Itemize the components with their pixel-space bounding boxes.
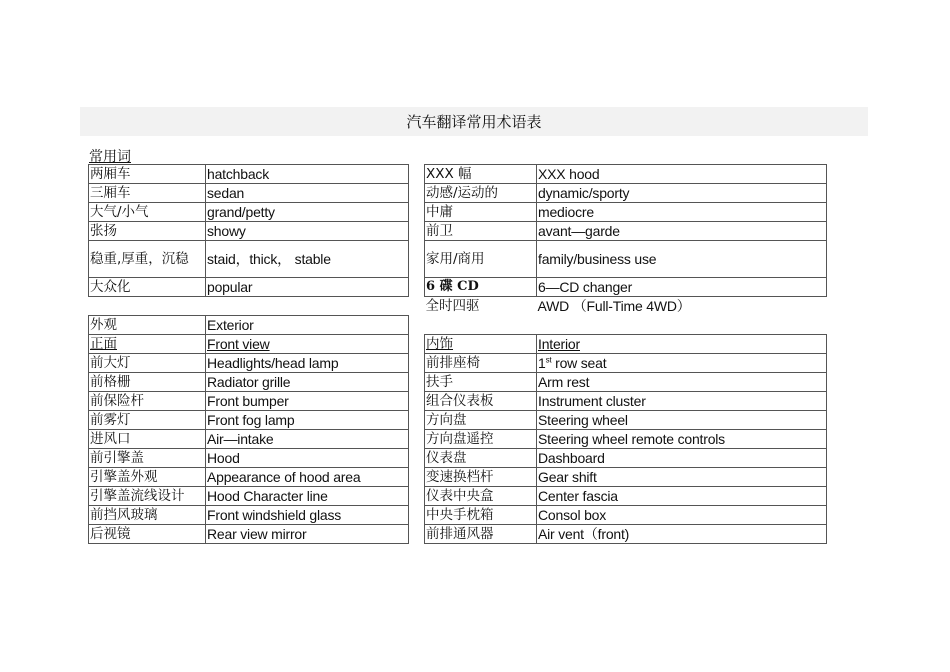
- term-zh: 后视镜: [89, 525, 206, 544]
- term-en: Appearance of hood area: [206, 468, 409, 487]
- table-row: [89, 411, 409, 430]
- table-row: [425, 392, 827, 411]
- term-zh: 仪表中央盒: [425, 487, 537, 506]
- table-row: [425, 203, 827, 222]
- table-row: [425, 525, 827, 544]
- term-zh: 引擎盖流线设计: [89, 487, 206, 506]
- term-en: Front bumper: [206, 392, 409, 411]
- table-row: [425, 373, 827, 392]
- term-zh: 中央手枕箱: [425, 506, 537, 525]
- term-zh: 引擎盖外观: [89, 468, 206, 487]
- term-en: Center fascia: [537, 487, 827, 506]
- table-row: [89, 487, 409, 506]
- common-words-table-right: [424, 164, 827, 315]
- table-row: [89, 525, 409, 544]
- table-row: [425, 468, 827, 487]
- term-zh: 进风口: [89, 430, 206, 449]
- common-words-table-left: [88, 164, 409, 297]
- table-row: [425, 165, 827, 184]
- term-zh: 前卫: [425, 222, 537, 241]
- term-zh: 仪表盘: [425, 449, 537, 468]
- term-en: showy: [206, 222, 409, 241]
- term-en: sedan: [206, 184, 409, 203]
- term-en: mediocre: [537, 203, 827, 222]
- table-row: [89, 430, 409, 449]
- table-row: [425, 487, 827, 506]
- table-row: [89, 184, 409, 203]
- term-zh: 扶手: [425, 373, 537, 392]
- term-en: Front windshield glass: [206, 506, 409, 525]
- table-row: [89, 222, 409, 241]
- term-en: family/business use: [537, 241, 827, 278]
- table-row: [89, 373, 409, 392]
- term-zh: 方向盘遥控: [425, 430, 537, 449]
- table-row: [425, 241, 827, 278]
- term-zh: 正面: [89, 335, 206, 354]
- term-en: Instrument cluster: [537, 392, 827, 411]
- term-en: Headlights/head lamp: [206, 354, 409, 373]
- interior-table: [424, 334, 827, 544]
- table-row: [425, 297, 827, 316]
- table-row: [89, 335, 409, 354]
- term-zh: 大众化: [89, 278, 206, 297]
- section-heading-common-words: 常用词: [89, 149, 131, 165]
- term-en: XXX hood: [537, 165, 827, 184]
- row-number: 1: [538, 355, 546, 371]
- term-zh: 前排座椅: [425, 354, 537, 373]
- term-en: popular: [206, 278, 409, 297]
- exterior-heading-en: Exterior: [206, 316, 409, 335]
- table-row: [89, 278, 409, 297]
- table-row: [89, 203, 409, 222]
- term-en: dynamic/sporty: [537, 184, 827, 203]
- table-header-row: [425, 335, 827, 354]
- term-zh: 三厢车: [89, 184, 206, 203]
- term-en: Hood Character line: [206, 487, 409, 506]
- term-en: Gear shift: [537, 468, 827, 487]
- term-en: Hood: [206, 449, 409, 468]
- term-zh: 方向盘: [425, 411, 537, 430]
- term-zh: 大气/小气: [89, 203, 206, 222]
- term-zh: 前保险杆: [89, 392, 206, 411]
- term-en: avant—garde: [537, 222, 827, 241]
- term-en: Air vent（front): [537, 525, 827, 544]
- term-en: Steering wheel: [537, 411, 827, 430]
- term-zh: 家用/商用: [425, 241, 537, 278]
- term-zh: 前格栅: [89, 373, 206, 392]
- term-en: Arm rest: [537, 373, 827, 392]
- term-zh: 全时四驱: [425, 298, 480, 314]
- table-row: [89, 241, 409, 278]
- term-en: Consol box: [537, 506, 827, 525]
- term-zh: 两厢车: [89, 165, 206, 184]
- interior-heading-en: Interior: [537, 335, 827, 354]
- exterior-heading-zh: 外观: [89, 316, 206, 335]
- row-text: row seat: [551, 355, 607, 371]
- term-zh: 张扬: [89, 222, 206, 241]
- term-en: grand/petty: [206, 203, 409, 222]
- term-zh: XXX 幅: [425, 165, 537, 184]
- term-zh: 变速换档杆: [425, 468, 537, 487]
- term-zh: 前引擎盖: [89, 449, 206, 468]
- term-zh: 前挡风玻璃: [89, 506, 206, 525]
- table-row: [425, 449, 827, 468]
- term-en: Front fog lamp: [206, 411, 409, 430]
- term-en: staid，thick， stable: [206, 241, 409, 278]
- term-en: Dashboard: [537, 449, 827, 468]
- term-en: 6—CD changer: [537, 278, 827, 297]
- term-zh: 前雾灯: [89, 411, 206, 430]
- table-row: [89, 165, 409, 184]
- table-row: [425, 411, 827, 430]
- table-row: [425, 222, 827, 241]
- table-row: [425, 354, 827, 373]
- table-row: [425, 184, 827, 203]
- table-header-row: [89, 316, 409, 335]
- term-en: [537, 354, 827, 373]
- term-zh: 组合仪表板: [425, 392, 537, 411]
- term-zh: 前排通风器: [425, 525, 537, 544]
- table-row: [89, 449, 409, 468]
- table-row: [425, 278, 827, 297]
- term-zh: 6 碟 CD: [425, 278, 537, 297]
- term-en: Front view: [206, 335, 409, 354]
- table-row: [89, 354, 409, 373]
- interior-heading-zh: 内饰: [425, 335, 537, 354]
- term-en: Radiator grille: [206, 373, 409, 392]
- term-en: Steering wheel remote controls: [537, 430, 827, 449]
- term-zh: 动感/运动的: [425, 184, 537, 203]
- term-en: Rear view mirror: [206, 525, 409, 544]
- term-zh: 前大灯: [89, 354, 206, 373]
- table-row: [425, 506, 827, 525]
- exterior-table: [88, 315, 409, 544]
- table-row: [89, 468, 409, 487]
- table-row: [425, 430, 827, 449]
- term-zh: 稳重,厚重，沉稳: [89, 241, 206, 278]
- ordinal-suffix: st: [545, 355, 552, 365]
- table-row: [89, 506, 409, 525]
- term-en: Air—intake: [206, 430, 409, 449]
- term-en: hatchback: [206, 165, 409, 184]
- term-zh: 中庸: [425, 203, 537, 222]
- table-row: [89, 392, 409, 411]
- term-en: AWD （Full-Time 4WD）: [537, 298, 691, 314]
- document-title: 汽车翻译常用术语表: [80, 107, 868, 136]
